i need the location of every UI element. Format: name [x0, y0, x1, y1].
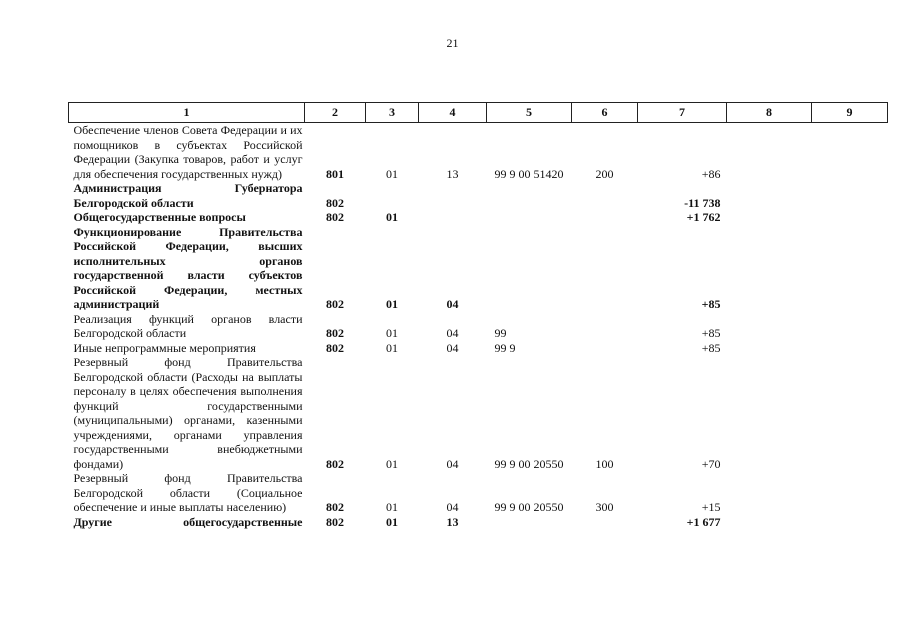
cell-col4: 04: [446, 340, 459, 355]
cell-col3: 01: [386, 210, 398, 224]
cell-col6: 300: [595, 500, 614, 514]
row-name: Иные непрограммные мероприятия: [73, 340, 256, 355]
cell-col6: [572, 312, 638, 341]
table-row: [69, 225, 888, 312]
cell-col7: +1 677: [686, 514, 721, 529]
cell-col3: 01: [386, 514, 398, 529]
column-header: 5: [487, 103, 572, 123]
cell-col9: [812, 312, 888, 341]
cell-col5: 99: [494, 326, 507, 340]
cell-col7: +86: [701, 166, 721, 181]
cell-col5: [487, 210, 572, 225]
column-header: 1: [69, 103, 305, 123]
cell-col4: 04: [446, 500, 459, 514]
cell-col2: 802: [326, 514, 344, 529]
cell-col7: +70: [701, 456, 721, 471]
row-name: Функционирование Правительства Российской Федерации, высших исполнительных органов государственной власти субъектов Российской Федерации, местных администраций: [73, 224, 303, 311]
table-row: [69, 123, 888, 182]
table-row: [69, 312, 888, 341]
cell-col6: [572, 515, 638, 530]
cell-col2: 802: [326, 210, 344, 224]
cell-col4: 13: [446, 166, 459, 181]
column-header: 8: [727, 103, 812, 123]
cell-col6: 200: [595, 166, 614, 181]
cell-col5: 99 9 00 20550: [494, 456, 564, 471]
cell-col3: 01: [386, 297, 398, 311]
cell-col5: 99 9 00 20550: [494, 500, 564, 514]
cell-col7: +85: [701, 326, 721, 340]
table-row: [69, 471, 888, 515]
cell-col6: [572, 181, 638, 210]
row-name: Администрация Губернатора Белгородской области: [73, 181, 303, 210]
row-name: Резервный фонд Правительства Белгородской области (Социальное обеспечение и иные выплаты населению): [73, 471, 303, 514]
column-header: 4: [419, 103, 487, 123]
cell-col3: 01: [386, 456, 398, 471]
column-header: 9: [812, 103, 888, 123]
cell-col5: 99 9: [494, 340, 516, 355]
cell-col3: 01: [386, 166, 398, 181]
cell-col3: 01: [386, 500, 398, 514]
cell-col8: [727, 181, 812, 210]
table-row: [69, 341, 888, 356]
cell-col8: [727, 225, 812, 312]
cell-col2: 802: [326, 326, 344, 340]
row-name: Реализация функций органов власти Белгородской области: [73, 311, 303, 340]
column-header: 6: [572, 103, 638, 123]
column-header: 3: [366, 103, 419, 123]
page-number: 21: [446, 36, 459, 50]
cell-col8: [727, 515, 812, 530]
table-row: [69, 210, 888, 225]
cell-col9: [812, 341, 888, 356]
cell-col4: 04: [446, 456, 459, 471]
cell-col5: [487, 225, 572, 312]
cell-col7: +1 762: [686, 210, 721, 224]
row-name: Другие общегосударственные: [73, 514, 303, 529]
cell-col3: 01: [386, 340, 398, 355]
cell-col9: [812, 471, 888, 515]
cell-col3: [366, 181, 419, 210]
cell-col2: 802: [326, 500, 344, 514]
cell-col5: [487, 181, 572, 210]
cell-col6: [572, 225, 638, 312]
cell-col5: [487, 515, 572, 530]
cell-col8: [727, 210, 812, 225]
cell-col6: [572, 341, 638, 356]
cell-col2: 801: [326, 166, 344, 181]
cell-col4: [419, 181, 487, 210]
row-name: Общегосударственные вопросы: [73, 210, 246, 224]
cell-col9: [812, 181, 888, 210]
cell-col7: +85: [701, 340, 721, 355]
cell-col4: [419, 210, 487, 225]
cell-col8: [727, 123, 812, 182]
cell-col3: 01: [386, 326, 398, 340]
cell-col9: [812, 355, 888, 471]
column-header: 2: [305, 103, 366, 123]
cell-col2: 802: [326, 195, 344, 210]
cell-col7: -11 738: [684, 195, 721, 210]
cell-col2: 802: [326, 456, 344, 471]
cell-col5: 99 9 00 51420: [494, 166, 564, 181]
row-name: Резервный фонд Правительства Белгородской области (Расходы на выплаты персоналу в целях обеспечения выполнения функций государственными (муниципальными) органами, казенными учреждениями, органами управления государственными внебюджетными фондами): [73, 355, 303, 471]
table-row: [69, 355, 888, 471]
table-row: [69, 515, 888, 530]
table-row: [69, 181, 888, 210]
cell-col6: [572, 210, 638, 225]
cell-col8: [727, 312, 812, 341]
row-name: Обеспечение членов Совета Федерации и их помощников в субъектах Российской Федерации (Закупка товаров, работ и услуг для обеспечения государственных нужд): [73, 123, 303, 181]
cell-col6: 100: [595, 456, 614, 471]
cell-col2: 802: [326, 297, 344, 311]
cell-col4: 13: [446, 514, 459, 529]
cell-col4: 04: [446, 297, 459, 311]
cell-col9: [812, 210, 888, 225]
cell-col7: +15: [701, 500, 721, 514]
cell-col8: [727, 471, 812, 515]
cell-col4: 04: [446, 326, 459, 340]
cell-col8: [727, 355, 812, 471]
cell-col2: 802: [326, 340, 344, 355]
cell-col9: [812, 515, 888, 530]
column-header: 7: [638, 103, 727, 123]
cell-col8: [727, 341, 812, 356]
cell-col7: +85: [701, 297, 721, 311]
cell-col9: [812, 123, 888, 182]
budget-table: [68, 102, 888, 529]
table-header-row: [69, 103, 888, 123]
cell-col9: [812, 225, 888, 312]
